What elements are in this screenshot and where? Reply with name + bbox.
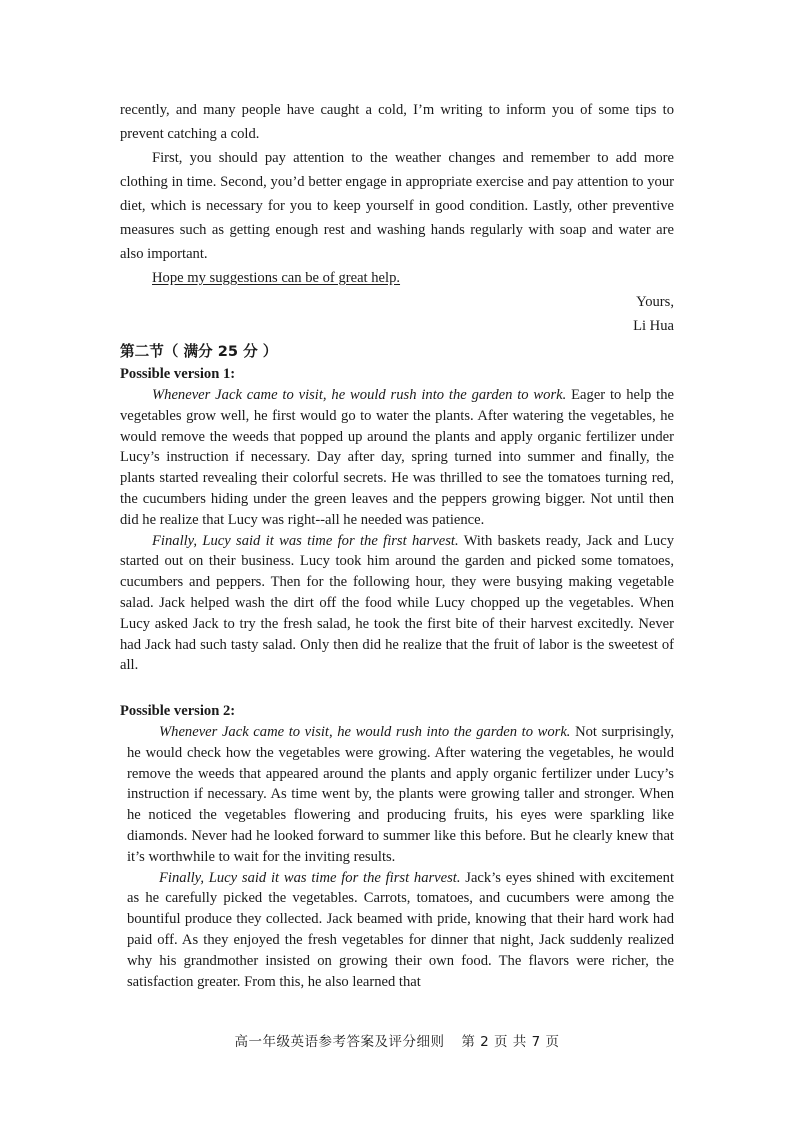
version-2-paragraph-2-body: Jack’s eyes shined with excitement as he carefully picked the vegetables. Carrots, tomatoes, and cucumbers were among the bountiful produce they collected. Jack beamed with pride, knowing that their hard work had paid off. As they enjoyed the fresh vegetables for dinner that night, Jack suddenly realized why his grandmother insisted on growing their own food. The flavors were richer, the satisfaction greater. From this, he also learned that [127,869,674,990]
section-title: 第二节（ 满分 25 分 ） [120,343,278,360]
version-1-paragraph-1-lead: Whenever Jack came to visit, he would rush into the garden to work. [152,387,567,403]
underlined-closing-sentence: Hope my suggestions can be of great help. [152,270,401,286]
version-1-paragraph-2 [120,531,674,677]
version-1-heading: Possible version 1: [120,366,236,382]
letter-signature: Li Hua [633,318,674,334]
version-2-paragraph-1-lead: Whenever Jack came to visit, he would rush into the garden to work. [159,724,571,740]
version-2-body [127,722,674,992]
version-2-paragraph-1-body: Not surprisingly, he would check how the vegetables were growing. After watering the vegetables, he would remove the weeds that appeared around the plants and apply organic fertilizer under Lucy’s instruction if necessary. As time went by, the plants were growing taller and stronger. When he noticed the vegetables flowering and producing fruits, his eyes were sparkling like diamonds. Never had he looked forward to summer like this before. But he clearly knew that it’s worthwhile to wait for the inviting results. [127,724,674,865]
letter-paragraph-2: First, you should pay attention to the weather changes and remember to add more clothing in time. Second, you’d better engage in appropriate exercise and pay attention to your diet, which is necessary for you to keep yourself in good condition. Lastly, other preventive measures such as getting enough rest and washing hands regularly with soap and water are also important. [120,150,674,262]
version-2-paragraph-1 [127,722,674,868]
version-1-paragraph-1 [120,385,674,531]
version-1-paragraph-1-body: Eager to help the vegetables grow well, he first would go to water the plants. After watering the vegetables, he would remove the weeds that popped up around the plants and apply organic fertilizer under Lucy’s instruction if necessary. Day after day, spring turned into summer and finally, the plants started revealing their colorful secrets. He was thrilled to see the tomatoes turning red, the cucumbers hiding under the green leaves and the peppers growing bigger. Not until then did he realize that Lucy was right--all he needed was patience. [120,387,675,528]
letter-body [120,98,674,338]
version-1-body [120,385,674,676]
footer-page-info: 第 2 页 共 7 页 [461,1034,560,1050]
page-footer [0,1030,794,1050]
footer-document-title: 高一年级英语参考答案及评分细则 [234,1034,445,1050]
letter-closing: Yours, [636,294,674,310]
version-1-paragraph-2-body: With baskets ready, Jack and Lucy started out on their business. Lucy took him around the garden and picked some tomatoes, cucumbers and peppers. Then for the following hour, they were busying making vegetable salad. Jack helped wash the dirt off the food while Lucy chopped up the vegetables. When Lucy asked Jack to try the fresh salad, he took the first bite of their harvest excitedly. Never had Jack had such tasty salad. Only then did he realize that the fruit of labor is the sweetest of all. [120,532,675,674]
version-2-paragraph-2-lead: Finally, Lucy said it was time for the first harvest. [159,869,461,886]
version-2-paragraph-2 [127,868,674,993]
letter-paragraph-3 [120,266,674,290]
version-2-heading: Possible version 2: [120,703,236,719]
letter-paragraph-1: recently, and many people have caught a cold, I’m writing to inform you of some tips to prevent catching a cold. [120,102,674,142]
version-1-paragraph-2-lead: Finally, Lucy said it was time for the first harvest. [152,532,459,549]
